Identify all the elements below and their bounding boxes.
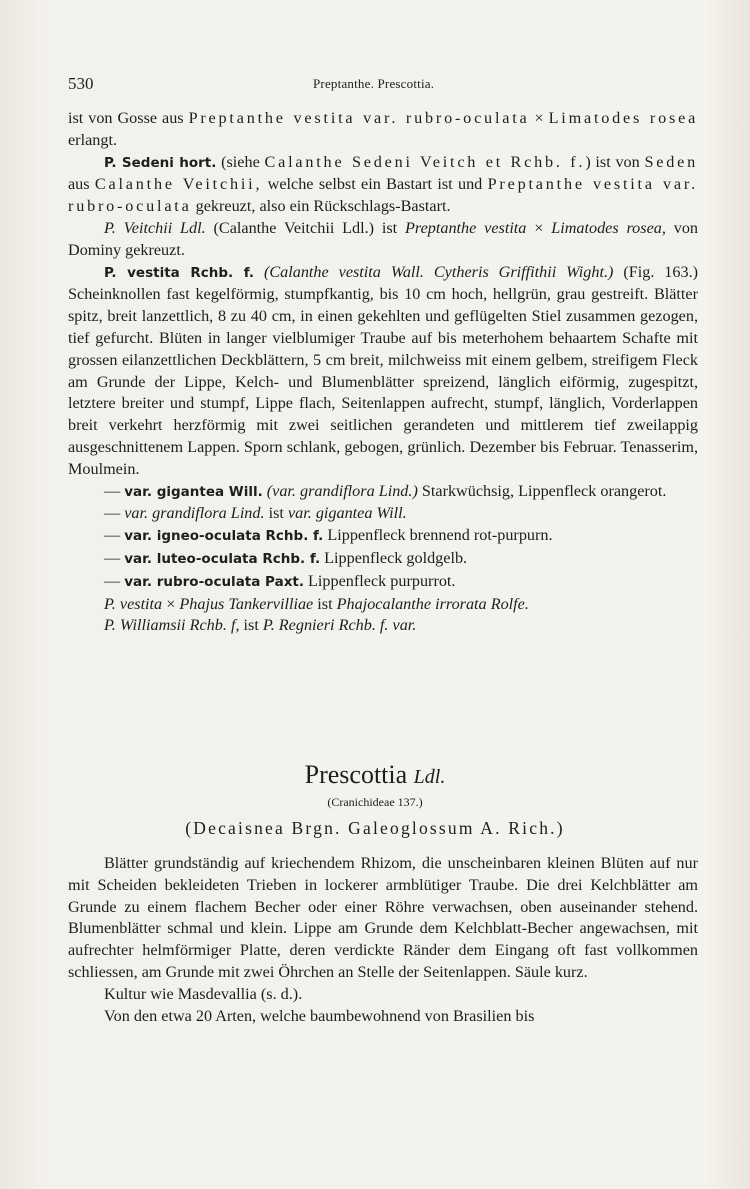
section-synonyms: (Decaisnea Brgn. Galeoglossum A. Rich.)	[185, 818, 565, 838]
variety-item: — var. gigantea Will. (var. grandiflora Lind.) Starkwüchsig, Lippenfleck orangerot.	[104, 481, 667, 500]
page-number: 530	[68, 74, 94, 93]
variety-list	[68, 481, 698, 638]
sedeni-paragraph: P. Sedeni hort. (siehe Calanthe Sedeni Veitch et Rchb. f.) ist von Seden aus Calanthe Veitchii, welche selbst ein Bastart ist und Preptanthe vestita var. rubro-oculata gekreuzt, also ein Rückschlags-Bastart.	[68, 152, 699, 216]
vestita-paragraph	[68, 262, 698, 481]
species-name: P. Sedeni hort.	[104, 154, 217, 171]
prescottia-text	[68, 853, 698, 1027]
species-name: P. Veitchii Ldl.	[104, 218, 206, 237]
variety-item: — var. luteo-oculata Rchb. f. Lippenfleck goldgelb.	[104, 548, 468, 567]
variety-item: — var. grandiflora Lind. ist var. gigantea Will.	[104, 504, 407, 523]
hybrid-item: P. Williamsii Rchb. f, ist P. Regnieri Rchb. f. var.	[104, 616, 417, 635]
gosse-hybrid-paragraph: ist von Gosse aus Preptanthe vestita var. rubro-oculata × Limatodes rosea erlangt.	[68, 109, 699, 149]
section-tribe: (Cranichideae 137.)	[327, 795, 423, 809]
page-header	[68, 74, 696, 96]
cross-symbol: ×	[166, 594, 176, 613]
running-title: Preptanthe. Prescottia.	[313, 76, 435, 91]
species-intro: Von den etwa 20 Arten, welche baumbewohnend von Brasilien bis	[104, 1006, 535, 1025]
hybrid-item: P. vestita × Phajus Tankervilliae ist Phajocalanthe irrorata Rolfe.	[104, 594, 529, 613]
cross-symbol: ×	[534, 109, 544, 127]
description: (Fig. 163.) Scheinknollen fast kegelförmig, stumpfkantig, bis 10 cm hoch, hellgrün, grau gestreift. Blätter spitz, breit lanzettlich, 8 zu 40 cm, in einen gekehlten und geflügelten Stiel zusammen gezogen, tief gefurcht. Blüten in langer vielblumiger Traube auf bis meterhohem behaartem Schafte mit grossen eilanzettlichen Deckblättern, 5 cm breit, milchweiss mit einem gelbem, streifigem Fleck am Grunde der Lippe, Kelch- und Blumenblätter spreizend, länglich eiförmig, zugespitzt, letztere breiter und stumpf, Lippe flach, Seitenlappen aufrecht, stumpf, länglich, Vorderlappen breit verkehrt herzförmig mit zwei seitlichen gerandeten und mittlerem tief zweilappig ausgeschnittenem Lappen. Sporn schlank, gebogen, grünlich. Dezember bis Februar. Tenasserim, Moulmein.	[68, 262, 699, 478]
variety-item: — var. igneo-oculata Rchb. f. Lippenfleck brennend rot-purpurn.	[104, 526, 553, 545]
section-title: Prescottia Ldl.	[304, 760, 446, 789]
species-name: P. vestita Rchb. f.	[104, 264, 255, 281]
veitchii-paragraph: P. Veitchii Ldl. (Calanthe Veitchii Ldl.) ist Preptanthe vestita × Limatodes rosea, von Dominy gekreuzt.	[68, 218, 699, 259]
variety-item: — var. rubro-oculata Paxt. Lippenfleck purpurrot.	[104, 571, 456, 590]
cross-symbol: ×	[534, 218, 544, 237]
synonyms: (Calanthe vestita Wall. Cytheris Griffithii Wight.)	[263, 262, 614, 281]
entries-block	[68, 108, 698, 637]
genus-description: Blätter grundständig auf kriechendem Rhizom, die unscheinbaren kleinen Blüten auf nur mit Scheiden bekleideten Trieben in lockerer armblütiger Traube. Die drei Kelchblätter am Grunde zu einem flachem Becher oder einer Röhre verwachsen, oben auseinander stehend. Blumenblätter schmal und klein. Lippe am Grunde dem Kelchblatt-Becher angewachsen, mit aufrechter helmförmiger Platte, deren verdickte Ränder dem Eingang oft fast vollkommen schliessen, am Grunde mit zwei Öhrchen an Stelle der Seitenlappen. Säule kurz.	[68, 854, 698, 981]
culture-note: Kultur wie Masdevallia (s. d.).	[104, 984, 303, 1003]
